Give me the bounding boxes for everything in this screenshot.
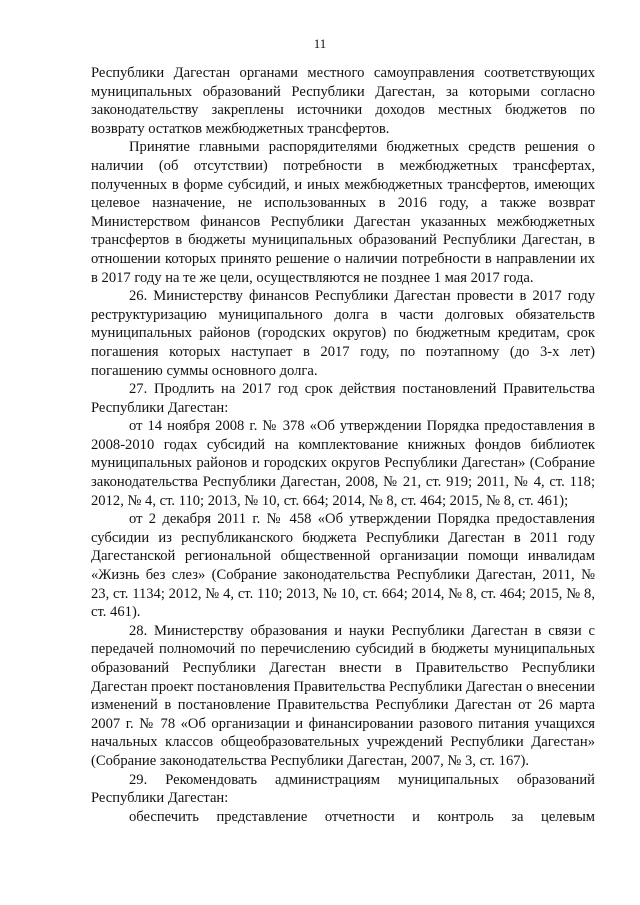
paragraph-return-decision: Принятие главными распорядителями бюджетных средств решения о наличии (об отсутствии) потребности в межбюджетных трансфертах, полученных в форме субсидий, и иных межбюджетных трансфертов, имеющих целевое назначение, не использованных в 2016 году, а также возврат Министерством финансов Республики Дагестан указанных межбюджетных трансфертов в бюджеты муниципальных образований Республики Дагестан, в отношении которых принято решение о наличии потребности в направлении их в 2017 году на те же цели, осуществляются не позднее 1 мая 2017 года. [91,139,595,286]
paragraph-item-29: 29. Рекомендовать администрациям муниципальных образований Республики Дагестан: [91,771,595,807]
paragraph-continuation: Республики Дагестан органами местного самоуправления соответствующих муниципальных образований Республики Дагестан, за которыми согласно законодательству закреплены источники доходов местных бюджетов по возврату остатков межбюджетных трансфертов. [91,65,595,137]
paragraph-resolution-378: от 14 ноября 2008 г. № 378 «Об утверждении Порядка предоставления в 2008-2010 годах субсидий на комплектование книжных фондов библиотек муниципальных районов и городских округов Республики Дагестан» (Собрание законодательства Республики Дагестан, 2008, № 21, ст. 919; 2011, № 4, ст. 118; 2012, № 4, ст. 110; 2013, № 10, ст. 664; 2014, № 8, ст. 464; 2015, № 8, ст. 461); [91,418,595,509]
page-number: 11 [313,36,327,51]
paragraph-item-26: 26. Министерству финансов Республики Дагестан провести в 2017 году реструктуризацию муниципального долга в части долговых обязательств муниципальных районов (городских округов) по бюджетным кредитам, срок погашения которых наступает в 2017 году, по поэтапному (до 3-х лет) погашению суммы основного долга. [91,288,595,379]
paragraph-item-27: 27. Продлить на 2017 год срок действия постановлений Правительства Республики Дагестан: [91,381,595,416]
paragraph-ensure-reporting: обеспечить представление отчетности и контроль за целевым [129,808,595,825]
paragraph-item-28: 28. Министерству образования и науки Республики Дагестан в связи с передачей полномочий по перечислению субсидий в бюджеты муниципальных образований Республики Дагестан внести в Правительство Республики Дагестан проект постановления Правительства Республики Дагестан о внесении изменений в постановление Правительства Республики Дагестан от 26 марта 2007 г. № 78 «Об организации и финансировании разового питания учащихся начальных классов общеобразовательных учреждений Республики Дагестан» (Собрание законодательства Республики Дагестан, 2007, № 3, ст. 167). [91,622,595,769]
paragraph-resolution-458: от 2 декабря 2011 г. № 458 «Об утверждении Порядка предоставления субсидии из республиканского бюджета Республики Дагестан в 2011 году Дагестанской региональной общественной организации помощи инвалидам «Жизнь без слез» (Собрание законодательства Республики Дагестан, 2011, № 23, ст. 1134; 2012, № 4, ст. 110; 2013, № 10, ст. 664; 2014, № 8, ст. 464; 2015, № 8, ст. 461). [91,511,595,621]
body-text [91,64,595,826]
